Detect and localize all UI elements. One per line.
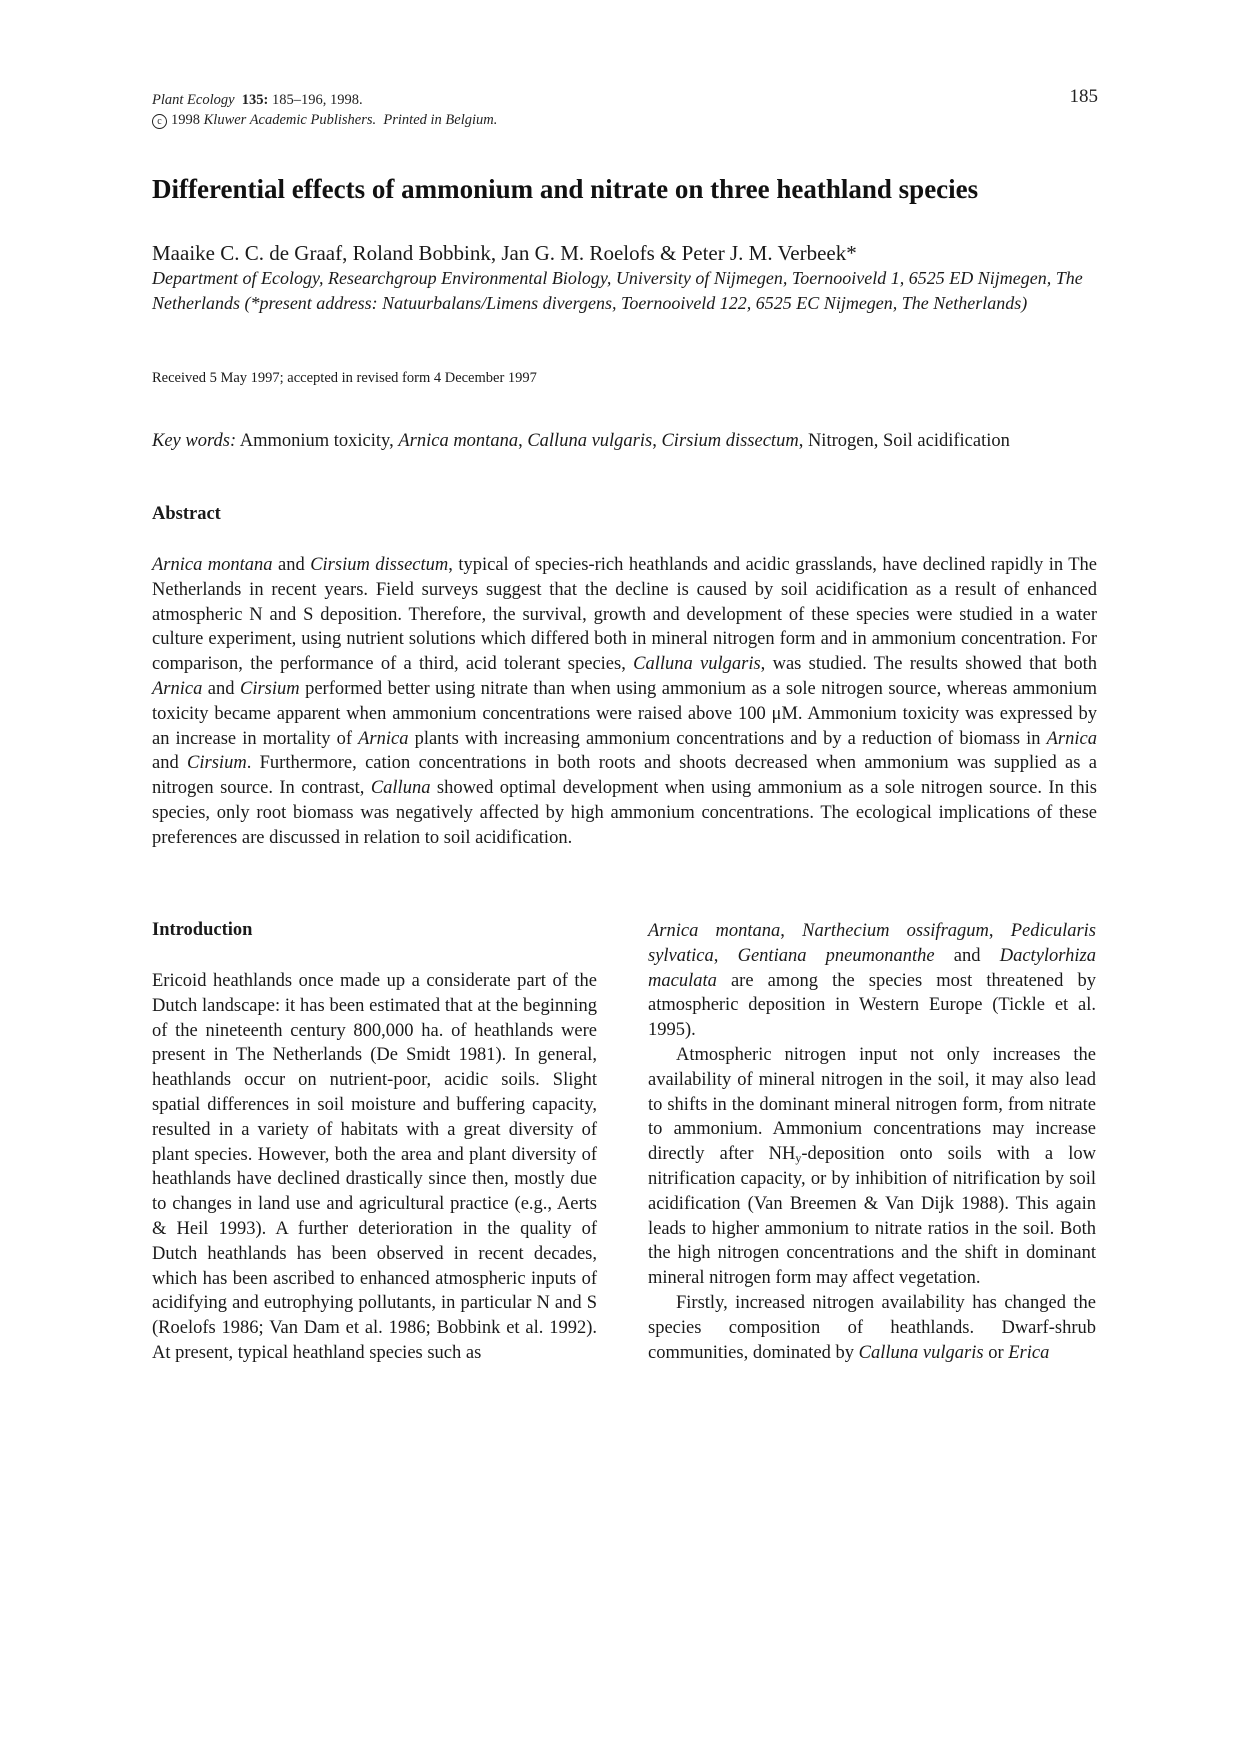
introduction-heading: Introduction (152, 920, 253, 940)
keywords: Key words: Ammonium toxicity, Arnica montana, Calluna vulgaris, Cirsium dissectum, Nitrogen, Soil acidification (152, 431, 1010, 451)
affiliation: Department of Ecology, Researchgroup Environmental Biology, University of Nijmegen, Toernooiveld 1, 6525 ED Nijmegen, The Netherlands (*present address: Natuurbalans/Limens divergens, Toernooiveld 122, 6525 EC Nijmegen, The Netherlands) (152, 268, 1083, 313)
introduction-right-column (648, 919, 1096, 1365)
abstract-heading: Abstract (152, 504, 221, 524)
printed-in: Printed in Belgium. (383, 112, 498, 128)
volume: 135: (241, 92, 269, 108)
copyright-year: 1998 (171, 112, 200, 128)
paragraph: Atmospheric nitrogen input not only increases the availability of mineral nitrogen in the soil, it may also lead to shifts in the dominant mineral nitrogen form, from nitrate to ammonium. Ammonium concentrations may increase directly after $NH_y$-deposition onto soils with a low nitrification capacity, or by inhibition of nitrification by soil acidification (Van Breemen & Van Dijk 1988). This again leads to higher ammonium to nitrate ratios in the soil. Both the high nitrogen concentrations and the shift in dominant mineral nitrogen form may affect vegetation. (648, 1044, 1096, 1289)
paragraph: Firstly, increased nitrogen availability has changed the species composition of heathlands. Dwarf-shrub communities, dominated by Calluna vulgaris or Erica (648, 1292, 1096, 1363)
copyright-line (152, 110, 497, 130)
journal-header (152, 90, 497, 130)
copyright-icon: c (152, 114, 167, 129)
received-dates: Received 5 May 1997; accepted in revised form 4 December 1997 (152, 370, 537, 386)
author-list: Maaike C. C. de Graaf, Roland Bobbink, Jan G. M. Roelofs & Peter J. M. Verbeek* (152, 241, 857, 265)
paragraph: Ericoid heathlands once made up a considerate part of the Dutch landscape: it has been estimated that at the beginning of the nineteenth century 800,000 ha. of heathlands were present in The Netherlands (De Smidt 1981). In general, heathlands occur on nutrient-poor, acidic soils. Slight spatial differences in soil moisture and buffering capacity, resulted in a variety of habitats with a great diversity of plant species. However, both the area and plant diversity of heathlands have declined drastically since then, mostly due to changes in land use and agricultural practice (e.g., Aerts & Heil 1993). A further deterioration in the quality of Dutch heathlands has been observed in recent decades, which has been ascribed to enhanced atmospheric inputs of acidifying and eutrophying pollutants, in particular N and S (Roelofs 1986; Van Dam et al. 1986; Bobbink et al. 1992). At present, typical heathland species such as (152, 971, 597, 1363)
journal-name: Plant Ecology (152, 92, 235, 108)
abstract-text: Arnica montana and Cirsium dissectum, typical of species-rich heathlands and acidic grasslands, have declined rapidly in The Netherlands in recent years. Field surveys suggest that the decline is caused by soil acidification as a result of enhanced atmospheric N and S deposition. Therefore, the survival, growth and development of these species were studied in a water culture experiment, using nutrient solutions which differed both in mineral nitrogen form and in ammonium concentration. For comparison, the performance of a third, acid tolerant species, Calluna vulgaris, was studied. The results showed that both Arnica and Cirsium performed better using nitrate than when using ammonium as a sole nitrogen source, whereas ammonium toxicity became apparent when ammonium concentrations were raised above 100 μM. Ammonium toxicity was expressed by an increase in mortality of Arnica plants with increasing ammonium concentrations and by a reduction of biomass in Arnica and Cirsium. Furthermore, cation concentrations in both roots and shoots decreased when ammonium was supplied as a nitrogen source. In contrast, Calluna showed optimal development when using ammonium as a sole nitrogen source. In this species, only root biomass was negatively affected by high ammonium concentrations. The ecological implications of these preferences are discussed in relation to soil acidification. (152, 555, 1098, 848)
keywords-label: Key words: (152, 431, 237, 451)
paragraph: Arnica montana, Narthecium ossifragum, Pedicularis sylvatica, Gentiana pneumonanthe and Dactylorhiza maculata are among the species most threatened by atmospheric deposition in Western Europe (Tickle et al. 1995). (648, 921, 1097, 1041)
keyword: Ammonium toxicity, (239, 431, 394, 451)
keyword: Arnica montana (398, 431, 519, 451)
keyword: Nitrogen, Soil acidification (807, 431, 1010, 451)
page-range: 185–196, 1998. (272, 92, 363, 108)
page-number: 185 (1069, 86, 1098, 107)
keyword: Calluna vulgaris (527, 431, 653, 451)
keyword: Cirsium dissectum (661, 431, 799, 451)
introduction-left-column (152, 969, 597, 1366)
publisher: Kluwer Academic Publishers. (203, 112, 377, 128)
citation-line (152, 90, 497, 110)
article-title: Differential effects of ammonium and nitrate on three heathland species (152, 174, 979, 204)
